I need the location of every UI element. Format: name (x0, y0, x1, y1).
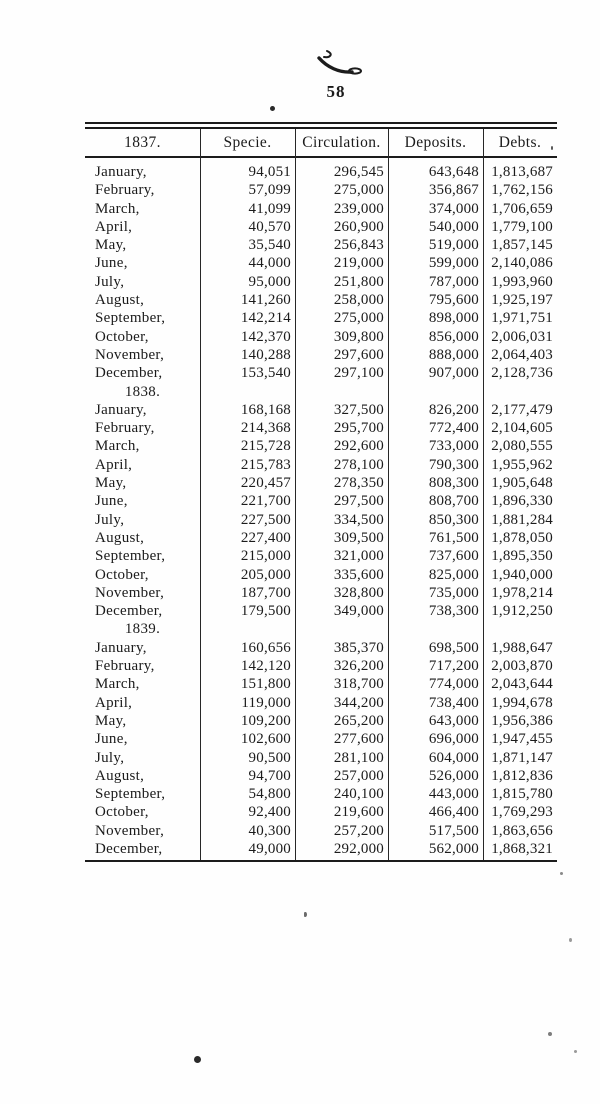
debts-cell: 1,871,147 (491, 749, 553, 766)
table-header-row (85, 129, 557, 158)
circulation-cell: 278,100 (333, 456, 384, 473)
month-cell: September, (95, 786, 166, 803)
deposits-cell: 856,000 (428, 328, 479, 345)
table-row (85, 730, 557, 748)
column-divider (388, 129, 389, 860)
specie-cell: 221,700 (240, 493, 291, 510)
ink-flourish-icon (303, 48, 377, 84)
deposits-cell: 790,300 (428, 456, 479, 473)
header-debts: Debts. (498, 133, 542, 151)
circulation-cell: 240,100 (333, 786, 384, 803)
table-row (85, 309, 557, 327)
table-row (85, 163, 557, 181)
deposits-cell: 898,000 (428, 310, 479, 327)
month-cell: February, (95, 182, 155, 199)
specie-cell: 57,099 (248, 182, 291, 199)
header-circulation: Circulation. (302, 133, 381, 151)
specie-cell: 94,700 (248, 767, 291, 784)
table-row (85, 401, 557, 419)
specie-cell: 142,214 (240, 310, 291, 327)
deposits-cell: 696,000 (428, 731, 479, 748)
month-cell: April, (95, 694, 133, 711)
month-cell: June, (95, 731, 128, 748)
circulation-cell: 219,000 (333, 255, 384, 272)
specie-cell: 90,500 (248, 749, 291, 766)
month-cell: October, (95, 566, 149, 583)
table-top-rule (85, 122, 557, 129)
table-row (85, 181, 557, 199)
circulation-cell: 258,000 (333, 292, 384, 309)
circulation-cell: 334,500 (333, 511, 384, 528)
circulation-cell: 251,800 (333, 273, 384, 290)
table-row (85, 273, 557, 291)
deposits-cell: 374,000 (428, 200, 479, 217)
empty-cell (295, 620, 388, 638)
circulation-cell: 318,700 (333, 676, 384, 693)
debts-cell: 1,971,751 (491, 310, 553, 327)
deposits-cell: 698,500 (428, 639, 479, 656)
specie-cell: 160,656 (240, 639, 291, 656)
circulation-cell: 292,600 (333, 438, 384, 455)
table-row (85, 840, 557, 858)
circulation-cell: 292,000 (333, 840, 384, 857)
debts-cell: 1,812,836 (491, 767, 553, 784)
specie-cell: 153,540 (240, 365, 291, 382)
column-divider (295, 129, 296, 860)
circulation-cell: 257,200 (333, 822, 384, 839)
month-cell: March, (95, 438, 140, 455)
deposits-cell: 735,000 (428, 584, 479, 601)
table-row (85, 364, 557, 382)
specie-cell: 220,457 (240, 475, 291, 492)
specie-cell: 140,288 (240, 346, 291, 363)
month-cell: August, (95, 292, 145, 309)
table-row (85, 803, 557, 821)
circulation-cell: 309,500 (333, 529, 384, 546)
debts-cell: 1,896,330 (491, 493, 553, 510)
deposits-cell: 761,500 (428, 529, 479, 546)
specie-cell: 179,500 (240, 603, 291, 620)
specie-cell: 142,370 (240, 328, 291, 345)
monthly-accounts-table (85, 122, 557, 862)
deposits-cell: 643,000 (428, 712, 479, 729)
debts-cell: 1,857,145 (491, 237, 553, 254)
table-body (85, 129, 557, 862)
deposits-cell: 737,600 (428, 548, 479, 565)
table-row (85, 511, 557, 529)
empty-cell (200, 620, 295, 638)
month-cell: April, (95, 218, 133, 235)
specie-cell: 119,000 (241, 694, 291, 711)
specie-cell: 92,400 (248, 804, 291, 821)
deposits-cell: 787,000 (428, 273, 479, 290)
specie-cell: 227,500 (240, 511, 291, 528)
circulation-cell: 275,000 (333, 310, 384, 327)
debts-cell: 1,813,687 (491, 164, 553, 180)
year-label: 1839. (124, 621, 161, 638)
specie-cell: 44,000 (248, 255, 291, 272)
month-cell: January, (95, 639, 147, 656)
ink-speck (569, 938, 572, 942)
ink-speck (551, 146, 553, 150)
month-cell: November, (95, 346, 165, 363)
circulation-cell: 326,200 (333, 658, 384, 675)
deposits-cell: 519,000 (428, 237, 479, 254)
circulation-cell: 256,843 (333, 237, 384, 254)
debts-cell: 1,905,648 (491, 475, 553, 492)
deposits-cell: 733,000 (428, 438, 479, 455)
ink-speck (560, 872, 563, 875)
month-cell: October, (95, 804, 149, 821)
deposits-cell: 826,200 (428, 401, 479, 418)
table-row (85, 657, 557, 675)
debts-cell: 1,706,659 (491, 200, 553, 217)
year-label: 1838. (124, 383, 161, 400)
month-cell: August, (95, 767, 145, 784)
month-cell: July, (95, 511, 125, 528)
ink-speck (194, 1056, 201, 1063)
page-number: 58 (326, 82, 346, 101)
circulation-cell: 309,800 (333, 328, 384, 345)
specie-cell: 41,099 (248, 200, 291, 217)
table-row (85, 529, 557, 547)
table-row (85, 236, 557, 254)
specie-cell: 40,570 (248, 218, 291, 235)
specie-cell: 102,600 (240, 731, 291, 748)
table-row (85, 767, 557, 785)
specie-cell: 109,200 (240, 712, 291, 729)
debts-cell: 2,006,031 (491, 328, 553, 345)
month-cell: December, (95, 603, 163, 620)
month-cell: February, (95, 420, 155, 437)
debts-cell: 1,978,214 (491, 584, 553, 601)
column-divider (200, 129, 201, 860)
month-cell: July, (95, 749, 125, 766)
circulation-cell: 239,000 (333, 200, 384, 217)
circulation-cell: 297,600 (333, 346, 384, 363)
debts-cell: 2,177,479 (491, 401, 553, 418)
table-row (85, 328, 557, 346)
specie-cell: 227,400 (240, 529, 291, 546)
deposits-cell: 808,300 (428, 475, 479, 492)
circulation-cell: 321,000 (333, 548, 384, 565)
header-year: 1837. (124, 133, 161, 151)
debts-cell: 2,140,086 (491, 255, 553, 272)
specie-cell: 214,368 (240, 420, 291, 437)
deposits-cell: 562,000 (428, 840, 479, 857)
year-subhead-row (85, 620, 557, 638)
debts-cell: 1,815,780 (491, 786, 553, 803)
empty-cell (388, 383, 483, 401)
table-row (85, 547, 557, 565)
month-cell: July, (95, 273, 125, 290)
table-row (85, 492, 557, 510)
empty-cell (295, 383, 388, 401)
ink-speck (574, 1050, 577, 1053)
debts-cell: 2,043,644 (491, 676, 553, 693)
empty-cell (483, 383, 557, 401)
debts-cell: 1,940,000 (491, 566, 553, 583)
specie-cell: 141,260 (240, 292, 291, 309)
circulation-cell: 277,600 (333, 731, 384, 748)
month-cell: May, (95, 237, 127, 254)
specie-cell: 215,728 (240, 438, 291, 455)
specie-cell: 35,540 (248, 237, 291, 254)
table-row (85, 437, 557, 455)
deposits-cell: 717,200 (428, 658, 479, 675)
month-cell: September, (95, 310, 166, 327)
deposits-cell: 643,648 (428, 164, 479, 180)
table-row (85, 566, 557, 584)
table-row (85, 474, 557, 492)
header-deposits: Deposits. (404, 133, 467, 151)
debts-cell: 1,993,960 (491, 273, 553, 290)
month-cell: October, (95, 328, 149, 345)
table-row (85, 254, 557, 272)
table-row (85, 584, 557, 602)
deposits-cell: 907,000 (428, 365, 479, 382)
empty-cell (200, 383, 295, 401)
table-row (85, 749, 557, 767)
debts-cell: 1,779,100 (491, 218, 553, 235)
deposits-cell: 772,400 (428, 420, 479, 437)
specie-cell: 40,300 (248, 822, 291, 839)
deposits-cell: 517,500 (428, 822, 479, 839)
debts-cell: 1,769,293 (491, 804, 553, 821)
table-row (85, 694, 557, 712)
circulation-cell: 385,370 (333, 639, 384, 656)
empty-cell (483, 620, 557, 638)
deposits-cell: 774,000 (428, 676, 479, 693)
month-cell: May, (95, 712, 127, 729)
table-row (85, 291, 557, 309)
circulation-cell: 296,545 (333, 164, 384, 180)
circulation-cell: 349,000 (333, 603, 384, 620)
deposits-cell: 356,867 (428, 182, 479, 199)
deposits-cell: 599,000 (428, 255, 479, 272)
specie-cell: 142,120 (240, 658, 291, 675)
table-row (85, 218, 557, 236)
debts-cell: 2,128,736 (491, 365, 553, 382)
circulation-cell: 265,200 (333, 712, 384, 729)
debts-cell: 1,868,321 (491, 840, 553, 857)
debts-cell: 1,947,455 (491, 731, 553, 748)
deposits-cell: 825,000 (428, 566, 479, 583)
circulation-cell: 297,500 (333, 493, 384, 510)
specie-cell: 151,800 (240, 676, 291, 693)
debts-cell: 2,080,555 (491, 438, 553, 455)
deposits-cell: 795,600 (428, 292, 479, 309)
specie-cell: 95,000 (248, 273, 291, 290)
column-divider (483, 129, 484, 860)
debts-cell: 1,956,386 (491, 712, 553, 729)
month-cell: September, (95, 548, 166, 565)
specie-cell: 215,000 (240, 548, 291, 565)
deposits-cell: 466,400 (428, 804, 479, 821)
debts-cell: 1,988,647 (491, 639, 553, 656)
month-cell: January, (95, 401, 147, 418)
table-row (85, 346, 557, 364)
month-cell: December, (95, 840, 163, 857)
deposits-cell: 540,000 (428, 218, 479, 235)
ink-speck (548, 1032, 552, 1036)
month-cell: January, (95, 164, 147, 180)
month-cell: November, (95, 822, 165, 839)
table-row (85, 712, 557, 730)
specie-cell: 168,168 (240, 401, 291, 418)
table-row (85, 456, 557, 474)
empty-cell (388, 620, 483, 638)
deposits-cell: 738,300 (428, 603, 479, 620)
header-specie: Specie. (223, 133, 272, 151)
deposits-cell: 738,400 (428, 694, 479, 711)
month-cell: April, (95, 456, 133, 473)
circulation-cell: 278,350 (333, 475, 384, 492)
month-cell: February, (95, 658, 155, 675)
ink-speck (270, 106, 275, 111)
table-rows (85, 158, 557, 860)
circulation-cell: 275,000 (333, 182, 384, 199)
month-cell: June, (95, 493, 128, 510)
circulation-cell: 344,200 (333, 694, 384, 711)
debts-cell: 1,762,156 (491, 182, 553, 199)
table-row (85, 419, 557, 437)
specie-cell: 49,000 (248, 840, 291, 857)
table-row (85, 822, 557, 840)
ink-speck (304, 912, 307, 917)
deposits-cell: 604,000 (428, 749, 479, 766)
circulation-cell: 327,500 (333, 401, 384, 418)
debts-cell: 1,895,350 (491, 548, 553, 565)
table-row (85, 675, 557, 693)
month-cell: March, (95, 200, 140, 217)
debts-cell: 1,863,656 (491, 822, 553, 839)
circulation-cell: 281,100 (333, 749, 384, 766)
debts-cell: 1,994,678 (491, 694, 553, 711)
month-cell: March, (95, 676, 140, 693)
circulation-cell: 219,600 (333, 804, 384, 821)
table-row (85, 200, 557, 218)
deposits-cell: 443,000 (428, 786, 479, 803)
circulation-cell: 328,800 (333, 584, 384, 601)
specie-cell: 205,000 (240, 566, 291, 583)
deposits-cell: 526,000 (428, 767, 479, 784)
deposits-cell: 808,700 (428, 493, 479, 510)
debts-cell: 2,064,403 (491, 346, 553, 363)
month-cell: December, (95, 365, 163, 382)
month-cell: May, (95, 475, 127, 492)
specie-cell: 54,800 (248, 786, 291, 803)
debts-cell: 1,881,284 (491, 511, 553, 528)
deposits-cell: 888,000 (428, 346, 479, 363)
month-cell: June, (95, 255, 128, 272)
month-cell: November, (95, 584, 165, 601)
table-row (85, 639, 557, 657)
circulation-cell: 335,600 (333, 566, 384, 583)
year-subhead-row (85, 383, 557, 401)
specie-cell: 215,783 (240, 456, 291, 473)
specie-cell: 94,051 (248, 164, 291, 180)
debts-cell: 1,955,962 (491, 456, 553, 473)
debts-cell: 2,104,605 (491, 420, 553, 437)
table-row (85, 785, 557, 803)
circulation-cell: 260,900 (333, 218, 384, 235)
debts-cell: 2,003,870 (491, 658, 553, 675)
specie-cell: 187,700 (240, 584, 291, 601)
circulation-cell: 257,000 (333, 767, 384, 784)
table-row (85, 602, 557, 620)
circulation-cell: 297,100 (333, 365, 384, 382)
debts-cell: 1,912,250 (491, 603, 553, 620)
debts-cell: 1,878,050 (491, 529, 553, 546)
debts-cell: 1,925,197 (491, 292, 553, 309)
circulation-cell: 295,700 (333, 420, 384, 437)
deposits-cell: 850,300 (428, 511, 479, 528)
month-cell: August, (95, 529, 145, 546)
